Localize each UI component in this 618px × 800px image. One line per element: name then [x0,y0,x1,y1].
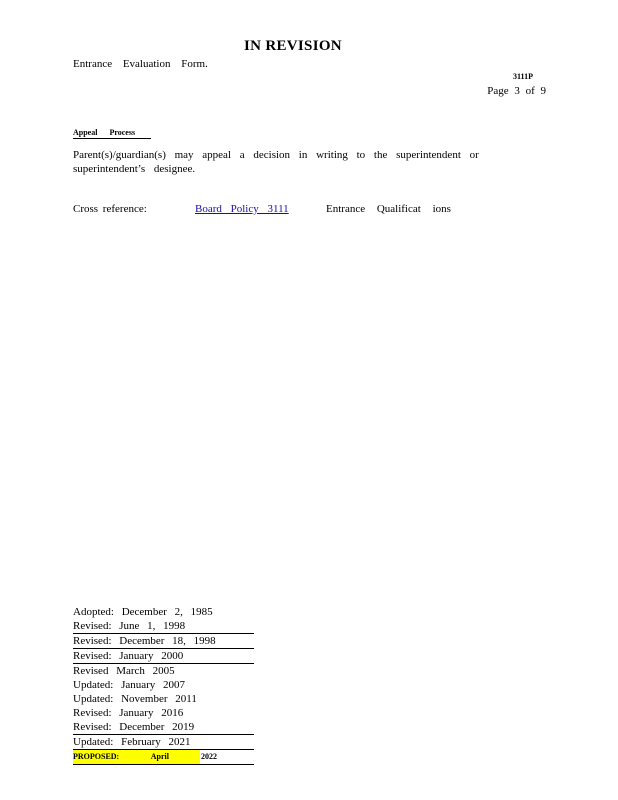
proposed-row [73,750,254,765]
document-subtitle: Entrance Evaluation Form. [73,58,208,70]
proposed-highlight: PROPOSED: April 2022 [73,750,200,764]
cross-reference-title: Entrance Qualificat ions [326,203,451,215]
document-title: IN REVISION [244,38,342,54]
history-entry: Revised: January 2016 [73,707,184,719]
policy-code: 3111P [512,72,533,81]
section-heading: Appeal Process [73,128,151,139]
history-entry: Revised: January 2000 [73,649,254,664]
history-entry: Adopted: December 2, 1985 [73,606,213,618]
history-entry: Revised: June 1, 1998 [73,619,254,634]
history-entry: Revised March 2005 [73,665,175,677]
history-entry: Revised: December 18, 1998 [73,634,254,649]
page-number: Page 3 of 9 [487,85,546,97]
history-entry: Revised: December 2019 [73,720,254,735]
board-policy-link[interactable]: Board Policy 3111 [195,203,289,215]
history-entry: Updated: November 2011 [73,693,197,705]
history-entry: Updated: February 2021 [73,735,254,750]
history-entry: Updated: January 2007 [73,679,186,691]
revision-history [73,605,254,765]
cross-reference-label: Cross reference: [73,203,147,215]
section-paragraph: Parent(s)/guardian(s) may appeal a decision in writing to the superintendent or superintendent’s designee. [73,149,479,175]
